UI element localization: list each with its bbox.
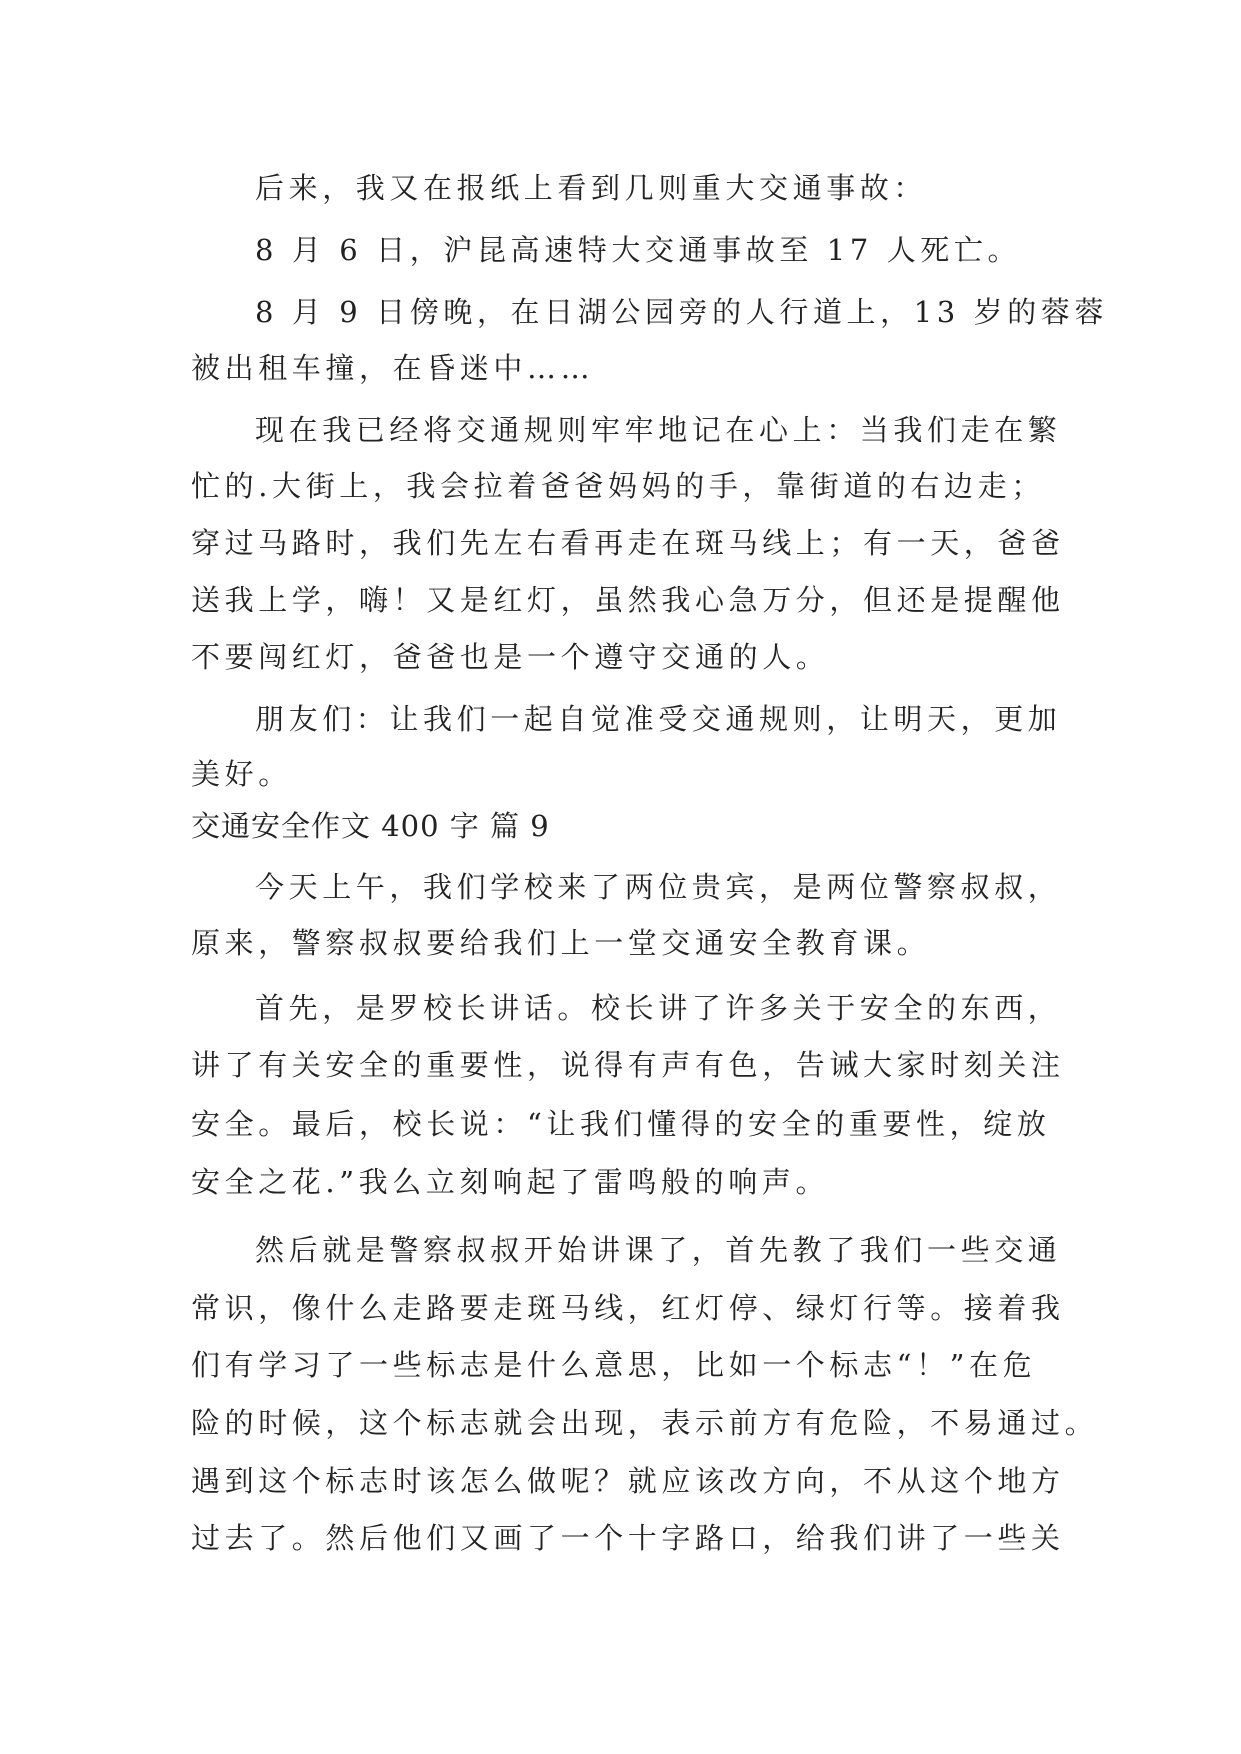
paragraph-line: 安全之花.”我么立刻响起了雷鸣般的响声。	[191, 1165, 830, 1199]
paragraph-line: 首先，是罗校长讲话。校长讲了许多关于安全的东西，	[255, 991, 1062, 1025]
paragraph-line: 美好。	[191, 757, 292, 791]
paragraph-line: 常识，像什么走路要走斑马线，红灯停、绿灯行等。接着我	[191, 1291, 1065, 1325]
paragraph-line: 然后就是警察叔叔开始讲课了，首先教了我们一些交通	[255, 1233, 1062, 1267]
paragraph-line: 们有学习了一些标志是什么意思，比如一个标志“！”在危	[191, 1348, 1037, 1382]
paragraph-line: 险的时候，这个标志就会出现，表示前方有危险，不易通过。	[191, 1406, 1099, 1440]
paragraph-line: 送我上学，嗨！又是红灯，虽然我心急万分，但还是提醒他	[191, 583, 1065, 617]
paragraph-line: 不要闯红灯，爸爸也是一个遵守交通的人。	[191, 640, 830, 674]
paragraph-line: 安全。最后，校长说：“让我们懂得的安全的重要性，绽放	[191, 1107, 1051, 1141]
section-heading: 交通安全作文 400 字 篇 9	[191, 809, 550, 843]
paragraph-line: 朋友们：让我们一起自觉准受交通规则，让明天，更加	[255, 702, 1062, 736]
paragraph-line: 后来，我又在报纸上看到几则重大交通事故：	[255, 171, 928, 205]
paragraph-line: 被出租车撞，在昏迷中……	[191, 351, 595, 385]
paragraph-line: 遇到这个标志时该怎么做呢？就应该改方向，不从这个地方	[191, 1464, 1065, 1498]
paragraph-line: 讲了有关安全的重要性，说得有声有色，告诫大家时刻关注	[191, 1048, 1065, 1082]
paragraph-line: 忙的.大街上，我会拉着爸爸妈妈的手，靠街道的右边走；	[191, 469, 1045, 503]
paragraph-line: 原来，警察叔叔要给我们上一堂交通安全教育课。	[191, 926, 931, 960]
paragraph-line: 今天上午，我们学校来了两位贵宾，是两位警察叔叔，	[255, 870, 1062, 904]
paragraph-line: 穿过马路时，我们先左右看再走在斑马线上；有一天，爸爸	[191, 526, 1065, 560]
paragraph-line: 8 月 6 日，沪昆高速特大交通事故至 17 人死亡。	[255, 233, 1022, 267]
paragraph-line: 8 月 9 日傍晚，在日湖公园旁的人行道上，13 岁的蓉蓉	[255, 295, 1109, 329]
paragraph-line: 现在我已经将交通规则牢牢地记在心上：当我们走在繁	[255, 413, 1062, 447]
paragraph-line: 过去了。然后他们又画了一个十字路口，给我们讲了一些关	[191, 1521, 1065, 1555]
